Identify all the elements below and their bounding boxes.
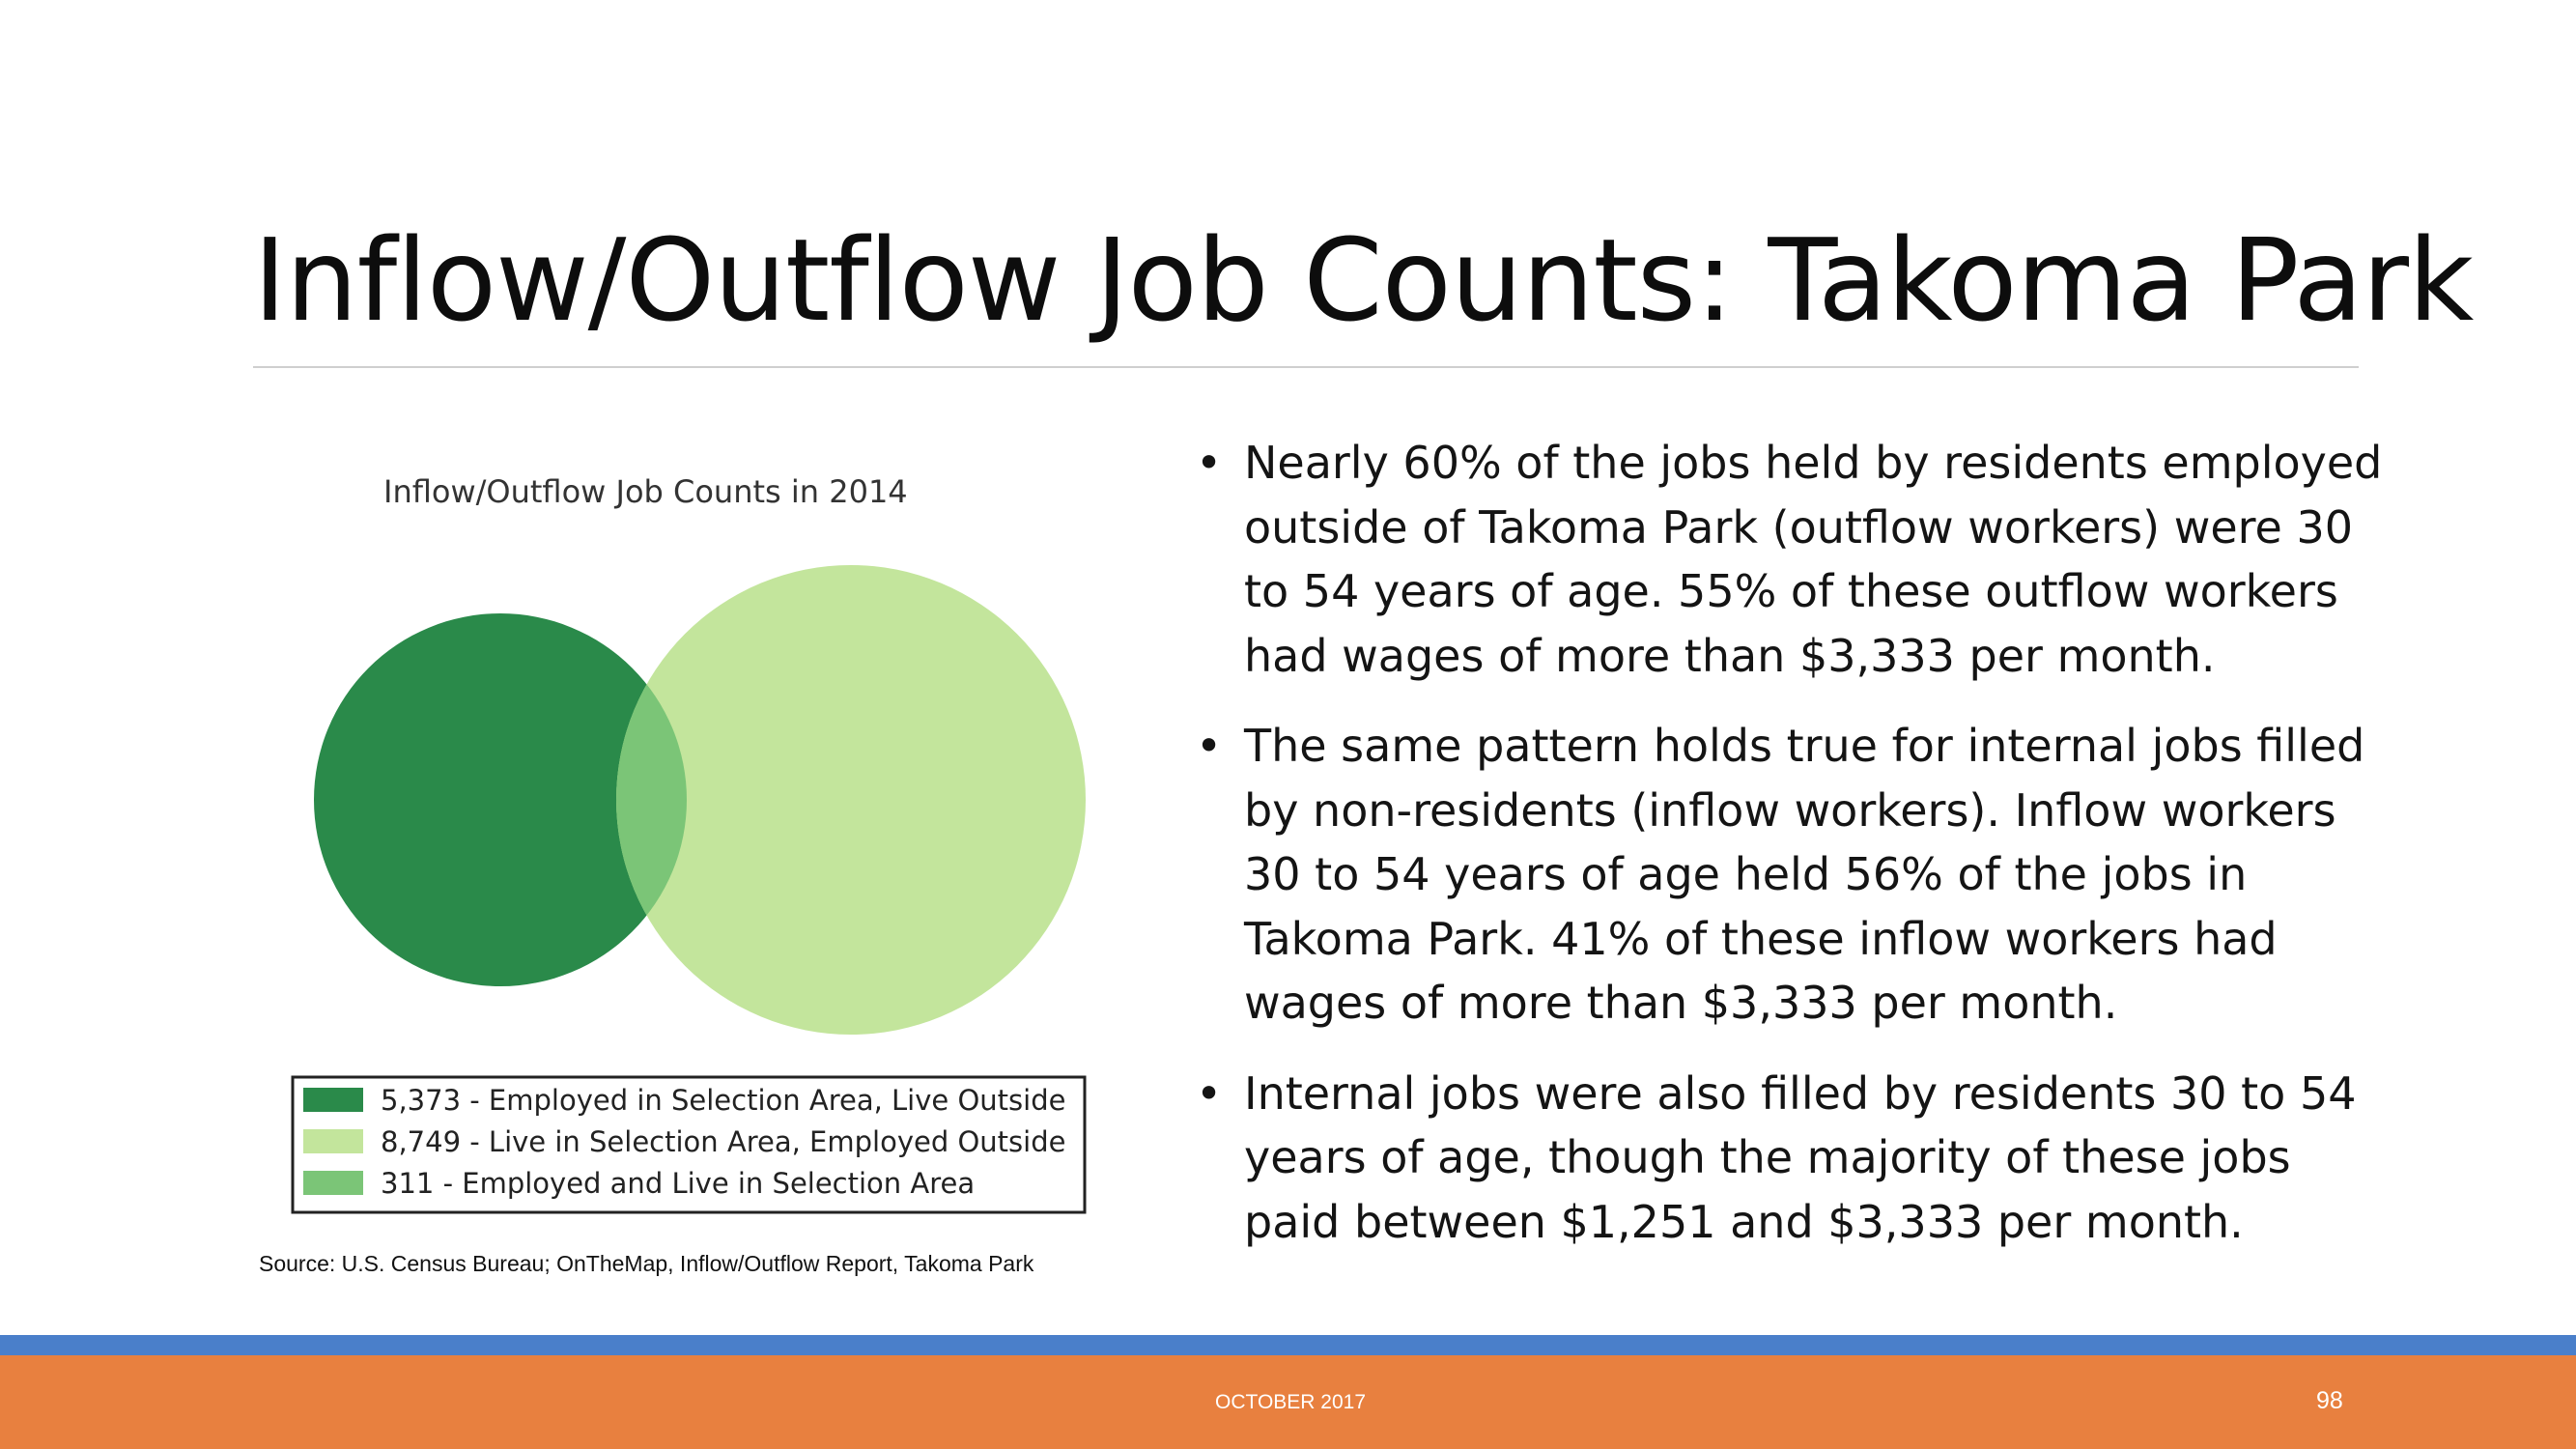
page-number: 98 — [2316, 1387, 2343, 1414]
bullet-icon: • — [1196, 437, 1223, 489]
source-note: Source: U.S. Census Bureau; OnTheMap, Inflow/Outflow Report, Takoma Park — [259, 1251, 1034, 1276]
bullet-item — [1196, 431, 2384, 688]
legend-item-inflow — [303, 1084, 1065, 1117]
legend-swatch-inflow — [303, 1088, 363, 1112]
bullet-text: Internal jobs were also filled by residents 30 to 54 years of age, though the majority of these jobs paid between $1,251 and $3,333 per month. — [1244, 1066, 2357, 1248]
bullet-icon: • — [1196, 1066, 1223, 1120]
bullet-item — [1196, 1062, 2384, 1255]
legend-item-internal — [303, 1167, 975, 1200]
title-divider — [253, 366, 2359, 368]
legend-swatch-outflow — [303, 1129, 363, 1153]
footer-date: OCTOBER 2017 — [1215, 1391, 1367, 1413]
footer-accent-stripe — [0, 1335, 2576, 1355]
legend-item-outflow — [303, 1125, 1065, 1158]
venn-diagram — [261, 454, 1140, 1227]
legend-label-inflow: 5,373 - Employed in Selection Area, Live Outside — [381, 1084, 1066, 1117]
bullet-icon: • — [1196, 720, 1223, 772]
legend-swatch-internal — [303, 1171, 363, 1195]
bullet-text: The same pattern holds true for internal jobs filled by non-residents (inflow workers). Inflow workers 30 to 54 years of age held 56% of the jobs in Takoma Park. 41% of these inflow workers had wages of more than $3,333 per month. — [1244, 720, 2365, 1029]
legend-label-outflow: 8,749 - Live in Selection Area, Employed Outside — [381, 1125, 1066, 1158]
legend-box — [293, 1077, 1085, 1212]
figure-title: Inflow/Outflow Job Counts in 2014 — [383, 473, 908, 510]
bullet-text: Nearly 60% of the jobs held by residents employed outside of Takoma Park (outflow workers) were 30 to 54 years of age. 55% of these outflow workers had wages of more than $3,333 per month. — [1244, 437, 2383, 682]
venn-diagram-figure — [261, 454, 1140, 1227]
bullet-item — [1196, 714, 2384, 1036]
bullet-list — [1196, 431, 2384, 1280]
slide-title: Inflow/Outflow Job Counts: Takoma Park — [253, 213, 2474, 347]
legend-label-internal: 311 - Employed and Live in Selection Area — [381, 1167, 976, 1200]
